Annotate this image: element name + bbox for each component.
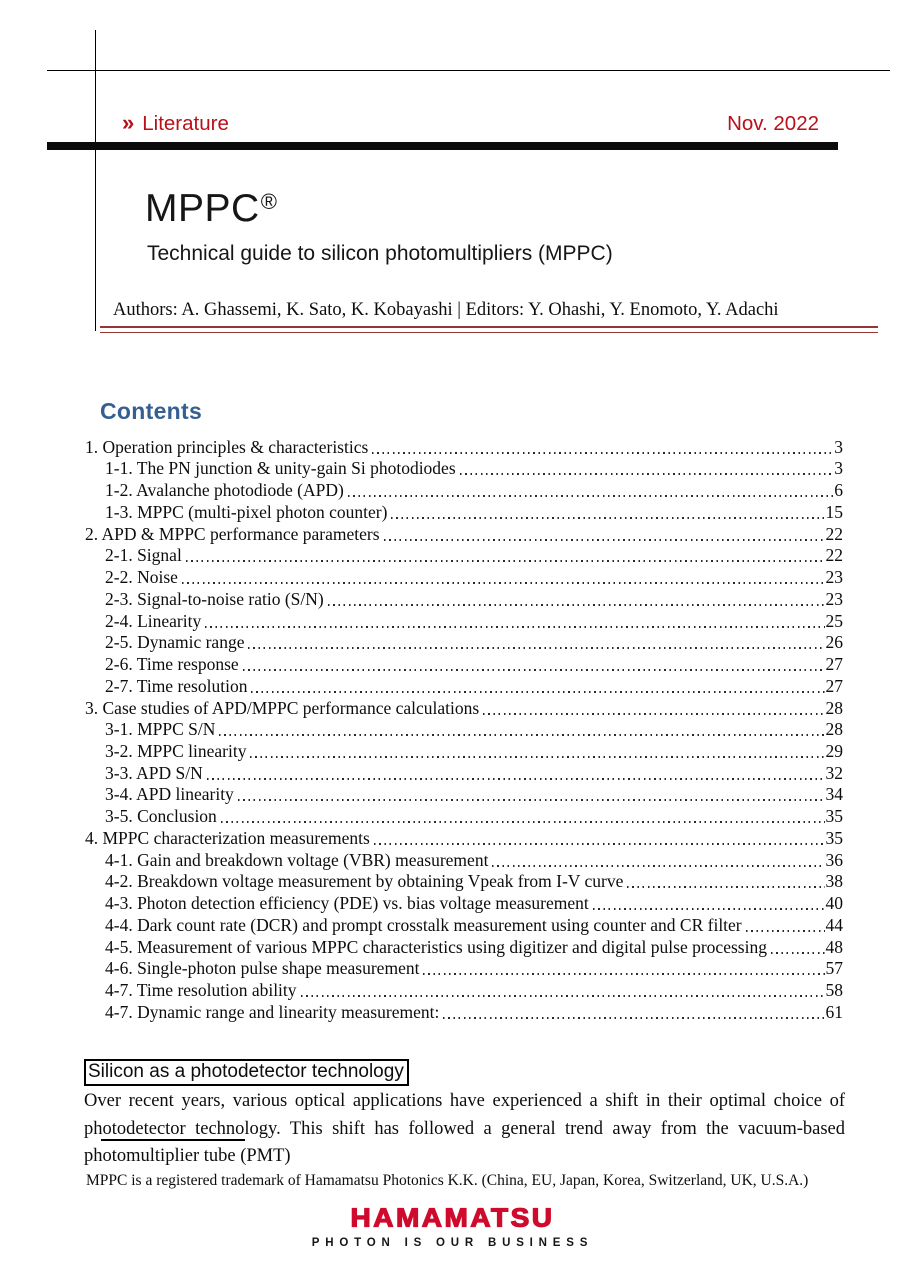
toc-entry-label: 2-4. Linearity xyxy=(105,610,202,631)
toc-dotted-leader xyxy=(221,821,825,823)
toc-page-number: 34 xyxy=(825,784,843,805)
toc-page-number: 38 xyxy=(825,871,843,892)
toc-entry-label: 4-4. Dark count rate (DCR) and prompt crosstalk measurement using counter and CR filter xyxy=(105,914,742,935)
document-title xyxy=(145,188,276,231)
toc-entry-label: 4-7. Time resolution ability xyxy=(105,980,297,1001)
registered-trademark-symbol: ® xyxy=(260,189,278,214)
trademark-footnote: MPPC is a registered trademark of Hamamatsu Photonics K.K. (China, EU, Japan, Korea, Switzerland, UK, U.S.A.) xyxy=(86,1172,809,1189)
toc-page-number: 44 xyxy=(825,914,843,935)
publication-date: Nov. 2022 xyxy=(727,112,819,135)
toc-entry[interactable] xyxy=(85,632,843,654)
toc-entry-label: 2-1. Signal xyxy=(105,545,182,566)
toc-entry-label: 4-5. Measurement of various MPPC characteristics using digitizer and digital pulse processing xyxy=(105,936,767,957)
toc-entry[interactable] xyxy=(85,871,843,893)
toc-page-number: 6 xyxy=(834,480,843,501)
section-boxed-heading: Silicon as a photodetector technology xyxy=(84,1059,409,1086)
toc-dotted-leader xyxy=(182,582,825,584)
toc-page-number: 61 xyxy=(825,1001,843,1022)
toc-dotted-leader xyxy=(492,865,824,867)
toc-entry[interactable] xyxy=(85,545,843,567)
toc-page-number: 58 xyxy=(825,980,843,1001)
toc-page-number: 36 xyxy=(825,849,843,870)
toc-entry[interactable] xyxy=(85,566,843,588)
toc-entry-label: 3. Case studies of APD/MPPC performance calculations xyxy=(85,697,480,718)
literature-label: Literature xyxy=(142,112,229,135)
toc-dotted-leader xyxy=(251,691,824,693)
toc-page-number: 28 xyxy=(825,719,843,740)
toc-dotted-leader xyxy=(423,973,824,975)
left-margin-rule xyxy=(95,30,96,331)
footnote-separator-rule xyxy=(101,1139,245,1141)
toc-dotted-leader xyxy=(186,560,825,562)
toc-entry-label: 1. Operation principles & characteristics xyxy=(85,436,369,457)
document-subtitle: Technical guide to silicon photomultipliers (MPPC) xyxy=(147,242,613,265)
toc-dotted-leader xyxy=(219,734,824,736)
toc-entry[interactable] xyxy=(85,805,843,827)
toc-page-number: 57 xyxy=(825,958,843,979)
toc-entry-label: 4. MPPC characterization measurements xyxy=(85,827,370,848)
toc-page-number: 27 xyxy=(825,675,843,696)
double-chevron-icon: » xyxy=(122,110,133,135)
toc-dotted-leader xyxy=(372,452,833,454)
body-paragraph: Over recent years, various optical applications have experienced a shift in their optimal choice of photodetector technology. This shift has followed a general trend away from the vacuum-based photomultiplier tube (PMT) xyxy=(84,1091,845,1166)
toc-page-number: 26 xyxy=(825,632,843,653)
toc-page-number: 22 xyxy=(825,523,843,544)
authors-divider-rule xyxy=(100,326,878,333)
toc-page-number: 40 xyxy=(825,893,843,914)
toc-page-number: 48 xyxy=(825,936,843,957)
toc-dotted-leader xyxy=(384,539,825,541)
toc-dotted-leader xyxy=(243,669,825,671)
toc-entry-label: 1-3. MPPC (multi-pixel photon counter) xyxy=(105,501,388,522)
toc-entry-label: 3-5. Conclusion xyxy=(105,806,217,827)
toc-list xyxy=(85,436,843,1023)
title-text: MPPC xyxy=(145,187,260,230)
toc-dotted-leader xyxy=(483,713,824,715)
toc-dotted-leader xyxy=(238,799,825,801)
toc-entry[interactable] xyxy=(85,958,843,980)
toc-entry[interactable] xyxy=(85,892,843,914)
toc-entry[interactable] xyxy=(85,501,843,523)
toc-entry[interactable] xyxy=(85,719,843,741)
toc-dotted-leader xyxy=(248,647,824,649)
toc-page-number: 27 xyxy=(825,654,843,675)
toc-entry[interactable] xyxy=(85,784,843,806)
toc-dotted-leader xyxy=(250,756,824,758)
toc-page-number: 3 xyxy=(834,458,843,479)
toc-entry-label: 4-7. Dynamic range and linearity measurement: xyxy=(105,1001,440,1022)
toc-dotted-leader xyxy=(460,473,834,475)
page-header xyxy=(122,110,819,136)
top-header-rule xyxy=(47,70,890,71)
toc-entry[interactable] xyxy=(85,523,843,545)
toc-page-number: 35 xyxy=(825,827,843,848)
toc-page-number: 15 xyxy=(825,501,843,522)
toc-page-number: 25 xyxy=(825,610,843,631)
toc-dotted-leader xyxy=(593,908,825,910)
toc-dotted-leader xyxy=(328,604,825,606)
toc-entry-label: 3-2. MPPC linearity xyxy=(105,741,247,762)
literature-tag xyxy=(122,110,229,136)
contents-heading: Contents xyxy=(100,398,203,424)
toc-dotted-leader xyxy=(374,843,825,845)
toc-entry-label: 1-1. The PN junction & unity-gain Si photodiodes xyxy=(105,458,456,479)
toc-entry-label: 2-2. Noise xyxy=(105,567,178,588)
toc-entry-label: 2. APD & MPPC performance parameters xyxy=(85,523,380,544)
toc-page-number: 29 xyxy=(825,741,843,762)
toc-entry[interactable] xyxy=(85,458,843,480)
toc-entry-label: 3-4. APD linearity xyxy=(105,784,234,805)
toc-dotted-leader xyxy=(205,626,824,628)
toc-dotted-leader xyxy=(301,995,825,997)
toc-entry[interactable] xyxy=(85,653,843,675)
toc-entry-label: 3-3. APD S/N xyxy=(105,762,203,783)
toc-entry[interactable] xyxy=(85,849,843,871)
toc-entry[interactable] xyxy=(85,610,843,632)
toc-entry-label: 2-3. Signal-to-noise ratio (S/N) xyxy=(105,588,324,609)
toc-page-number: 32 xyxy=(825,762,843,783)
toc-entry-label: 4-3. Photon detection efficiency (PDE) vs. bias voltage measurement xyxy=(105,893,589,914)
toc-entry-label: 2-6. Time response xyxy=(105,654,239,675)
toc-entry[interactable] xyxy=(85,827,843,849)
toc-page-number: 22 xyxy=(825,545,843,566)
toc-entry[interactable] xyxy=(85,979,843,1001)
toc-dotted-leader xyxy=(207,778,825,780)
toc-page-number: 28 xyxy=(825,697,843,718)
toc-page-number: 3 xyxy=(834,436,843,457)
toc-entry[interactable] xyxy=(85,936,843,958)
toc-entry-label: 3-1. MPPC S/N xyxy=(105,719,216,740)
toc-entry[interactable] xyxy=(85,479,843,501)
toc-entry[interactable] xyxy=(85,697,843,719)
toc-entry-label: 2-7. Time resolution xyxy=(105,675,248,696)
toc-page-number: 35 xyxy=(825,806,843,827)
toc-entry[interactable] xyxy=(85,1001,843,1023)
toc-entry[interactable] xyxy=(85,436,843,458)
toc-entry-label: 4-2. Breakdown voltage measurement by obtaining Vpeak from I-V curve xyxy=(105,871,624,892)
toc-entry[interactable] xyxy=(85,588,843,610)
hamamatsu-logo xyxy=(0,1202,905,1249)
toc-dotted-leader xyxy=(771,952,825,954)
authors-line: Authors: A. Ghassemi, K. Sato, K. Kobayashi | Editors: Y. Ohashi, Y. Enomoto, Y. Adachi xyxy=(113,300,779,320)
toc-dotted-leader xyxy=(348,495,833,497)
hamamatsu-wordmark: HAMAMATSU xyxy=(350,1203,555,1232)
toc-entry-label: 2-5. Dynamic range xyxy=(105,632,245,653)
toc-entry-label: 1-2. Avalanche photodiode (APD) xyxy=(105,480,344,501)
hamamatsu-tagline: PHOTON IS OUR BUSINESS xyxy=(311,1237,594,1249)
toc-page-number: 23 xyxy=(825,588,843,609)
toc-entry[interactable] xyxy=(85,914,843,936)
toc-entry[interactable] xyxy=(85,762,843,784)
toc-page-number: 23 xyxy=(825,567,843,588)
toc-dotted-leader xyxy=(391,517,824,519)
toc-entry[interactable] xyxy=(85,675,843,697)
toc-entry[interactable] xyxy=(85,740,843,762)
toc-entry-label: 4-1. Gain and breakdown voltage (VBR) measurement xyxy=(105,849,489,870)
header-divider-bar xyxy=(47,142,838,150)
toc-dotted-leader xyxy=(746,930,825,932)
toc-entry-label: 4-6. Single-photon pulse shape measurement xyxy=(105,958,420,979)
toc-dotted-leader xyxy=(443,1017,824,1019)
toc-dotted-leader xyxy=(627,886,824,888)
